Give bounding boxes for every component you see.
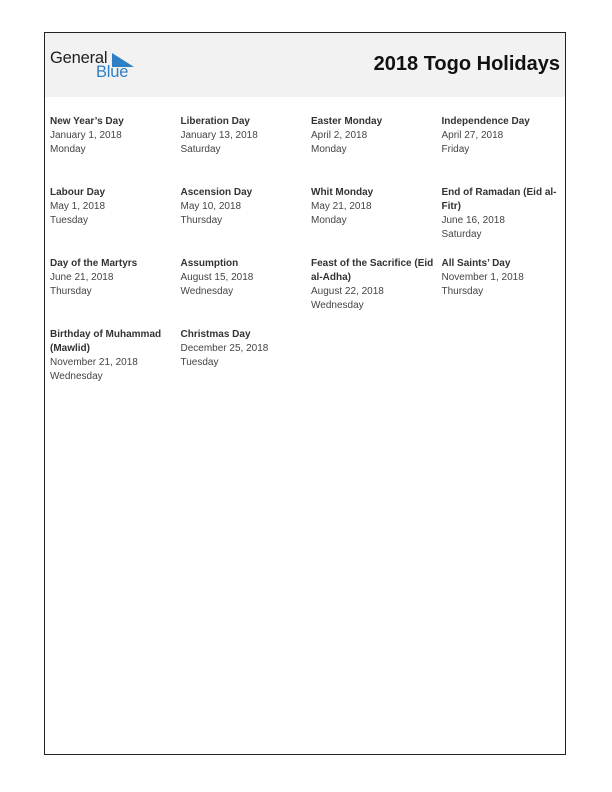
holiday-name: Ascension Day xyxy=(180,187,253,198)
holiday-name: Independence Day xyxy=(441,116,530,127)
holiday-weekday: Friday xyxy=(441,144,470,155)
holiday-name: Day of the Martyrs xyxy=(50,258,138,269)
holiday-weekday: Thursday xyxy=(180,215,223,226)
holiday-name: Assumption xyxy=(180,258,239,269)
holiday-weekday: Saturday xyxy=(180,144,221,155)
holiday-item xyxy=(181,115,312,186)
holiday-date: August 22, 2018 xyxy=(311,286,384,297)
holiday-item xyxy=(442,257,565,328)
holiday-item xyxy=(181,257,312,328)
holiday-name: Labour Day xyxy=(50,187,106,198)
holiday-item xyxy=(50,186,181,257)
logo-text-general: General xyxy=(50,49,108,67)
holiday-date: June 21, 2018 xyxy=(50,272,114,283)
holiday-item xyxy=(311,257,442,328)
holiday-name: Feast of the Sacrifice (Eid al-Adha) xyxy=(311,258,434,283)
holiday-item xyxy=(442,115,565,186)
holiday-date: January 13, 2018 xyxy=(180,130,258,141)
holiday-date: May 21, 2018 xyxy=(311,201,372,212)
holiday-date: April 2, 2018 xyxy=(311,130,368,141)
holiday-weekday: Wednesday xyxy=(311,300,364,311)
holiday-date: May 10, 2018 xyxy=(180,201,242,212)
holiday-date: January 1, 2018 xyxy=(50,130,122,141)
holiday-date: May 1, 2018 xyxy=(50,201,106,212)
logo-text-blue: Blue xyxy=(96,63,129,81)
holiday-item xyxy=(50,115,181,186)
holiday-weekday: Monday xyxy=(50,144,86,155)
holiday-item xyxy=(311,115,442,186)
holiday-item xyxy=(181,328,312,399)
header-band xyxy=(45,33,565,97)
holiday-date: April 27, 2018 xyxy=(441,130,504,141)
holiday-name: Liberation Day xyxy=(180,116,250,127)
holiday-date: June 16, 2018 xyxy=(441,215,505,226)
holiday-weekday: Thursday xyxy=(50,286,92,297)
holiday-grid xyxy=(50,115,565,399)
holiday-weekday: Monday xyxy=(311,215,347,226)
holiday-weekday: Saturday xyxy=(441,229,482,240)
holiday-item xyxy=(50,328,181,399)
holiday-item xyxy=(50,257,181,328)
holiday-weekday: Tuesday xyxy=(50,215,88,226)
holiday-item xyxy=(311,186,442,257)
holiday-name: New Year’s Day xyxy=(50,116,124,127)
holiday-name: Easter Monday xyxy=(311,116,383,127)
holiday-weekday: Monday xyxy=(311,144,347,155)
holiday-item xyxy=(181,186,312,257)
holiday-name: All Saints’ Day xyxy=(441,258,511,269)
generalblue-logo xyxy=(50,49,140,83)
holiday-date: August 15, 2018 xyxy=(180,272,254,283)
holiday-weekday: Wednesday xyxy=(50,371,103,382)
page-frame xyxy=(44,32,566,755)
holiday-name: Whit Monday xyxy=(311,187,374,198)
holiday-weekday: Thursday xyxy=(441,286,484,297)
holiday-date: November 1, 2018 xyxy=(441,272,524,283)
holiday-weekday: Wednesday xyxy=(180,286,234,297)
holiday-name: Birthday of Muhammad (Mawlid) xyxy=(50,329,162,354)
holiday-item xyxy=(442,186,565,257)
holiday-name: End of Ramadan (Eid al-Fitr) xyxy=(441,187,557,212)
holiday-date: November 21, 2018 xyxy=(50,357,138,368)
holiday-name: Christmas Day xyxy=(180,329,251,340)
page-title: 2018 Togo Holidays xyxy=(373,53,560,75)
holiday-weekday: Tuesday xyxy=(180,357,219,368)
holiday-date: December 25, 2018 xyxy=(180,343,269,354)
